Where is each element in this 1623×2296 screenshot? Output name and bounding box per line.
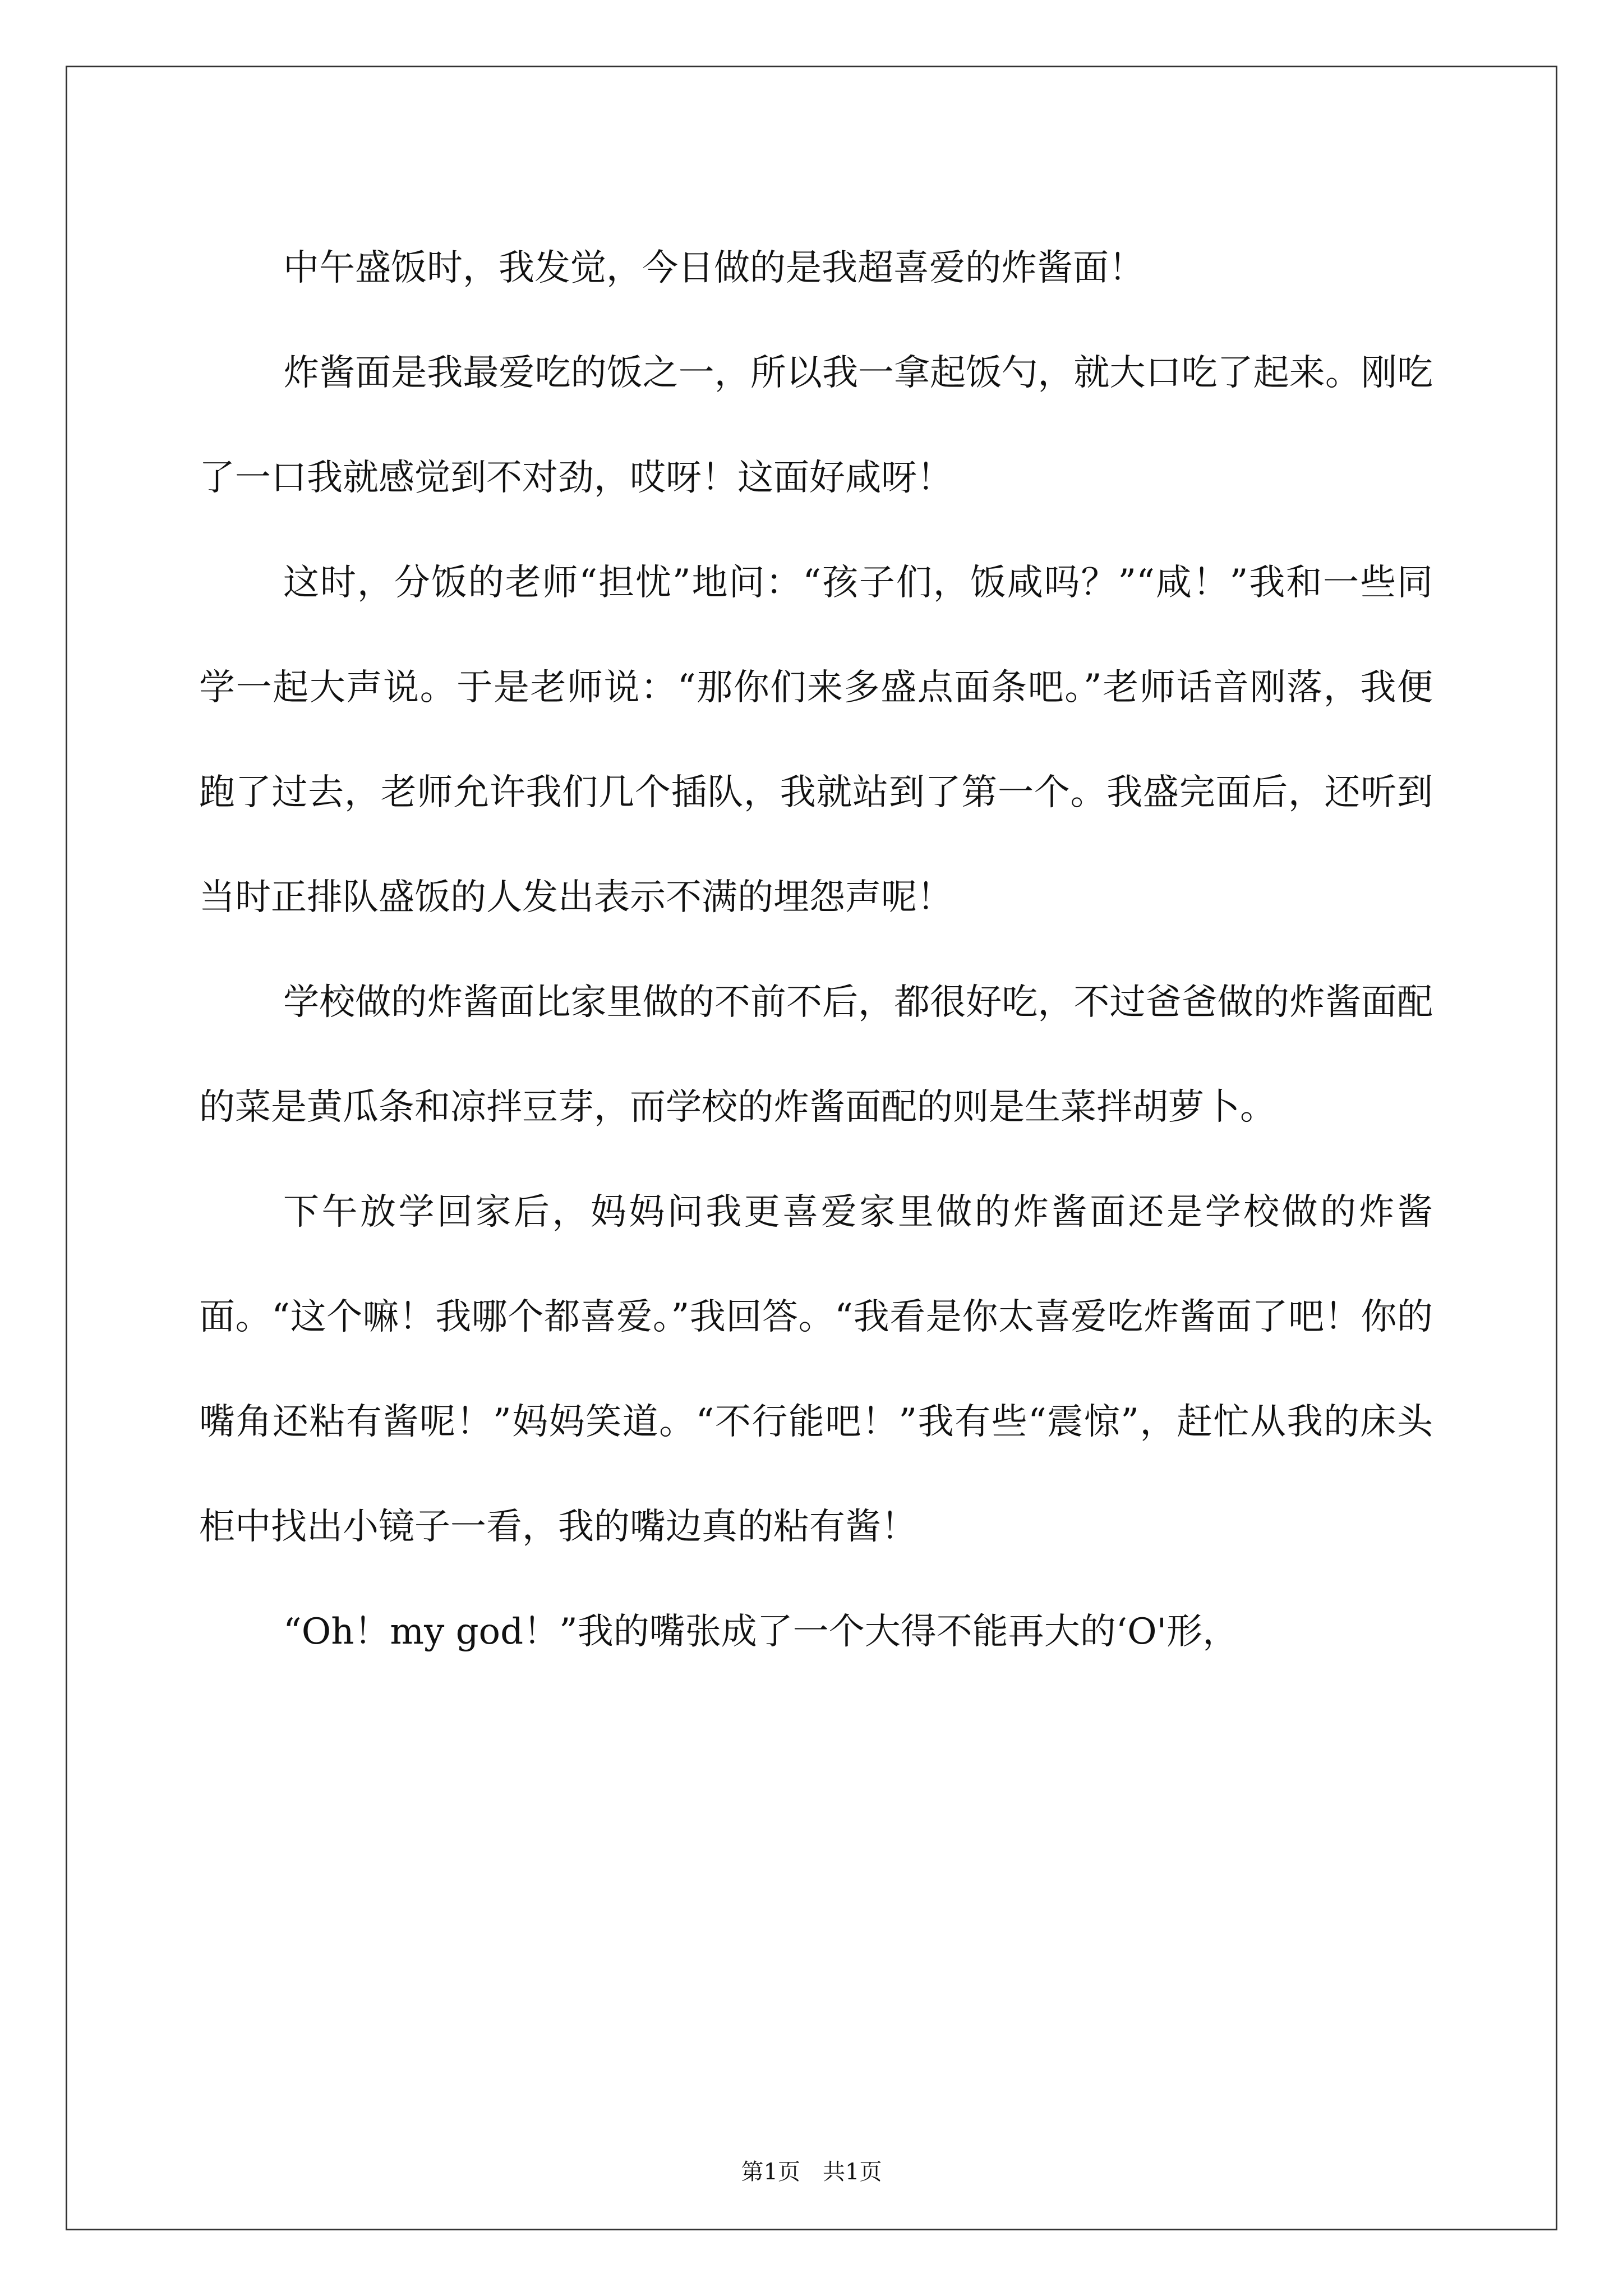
paragraph-3: 这时，分饭的老师“担忧”地问：“孩子们，饭咸吗？”“咸！”我和一些同学一起大声说。于是老师说：“那你们来多盛点面条吧。”老师话音刚落，我便跑了过去，老师允许我们几个插队，我就站到了第一个。我盛完面后，还听到当时正排队盛饭的人发出表示不满的埋怨声呢！ xyxy=(199,562,1433,918)
document-body xyxy=(199,216,1433,1685)
paragraph-1: 中午盛饭时，我发觉，今日做的是我超喜爱的炸酱面！ xyxy=(283,247,1145,289)
paragraph-4: 学校做的炸酱面比家里做的不前不后，都很好吃，不过爸爸做的炸酱面配的菜是黄瓜条和凉拌豆芽，而学校的炸酱面配的则是生菜拌胡萝卜。 xyxy=(199,982,1433,1128)
paragraph-5: 下午放学回家后，妈妈问我更喜爱家里做的炸酱面还是学校做的炸酱面。“这个嘛！我哪个都喜爱。”我回答。“我看是你太喜爱吃炸酱面了吧！你的嘴角还粘有酱呢！”妈妈笑道。“不行能吧！”我有些“震惊”，赶忙从我的床头柜中找出小镜子一看，我的嘴边真的粘有酱！ xyxy=(199,1191,1433,1548)
paragraph-2: 炸酱面是我最爱吃的饭之一，所以我一拿起饭勺，就大口吃了起来。刚吃了一口我就感觉到不对劲，哎呀！这面好咸呀！ xyxy=(199,352,1433,499)
paragraph-6: “Oh！my god！”我的嘴张成了一个大得不能再大的‘O'形， xyxy=(283,1611,1239,1653)
page-number-footer: 第1页 共1页 xyxy=(741,2159,882,2185)
